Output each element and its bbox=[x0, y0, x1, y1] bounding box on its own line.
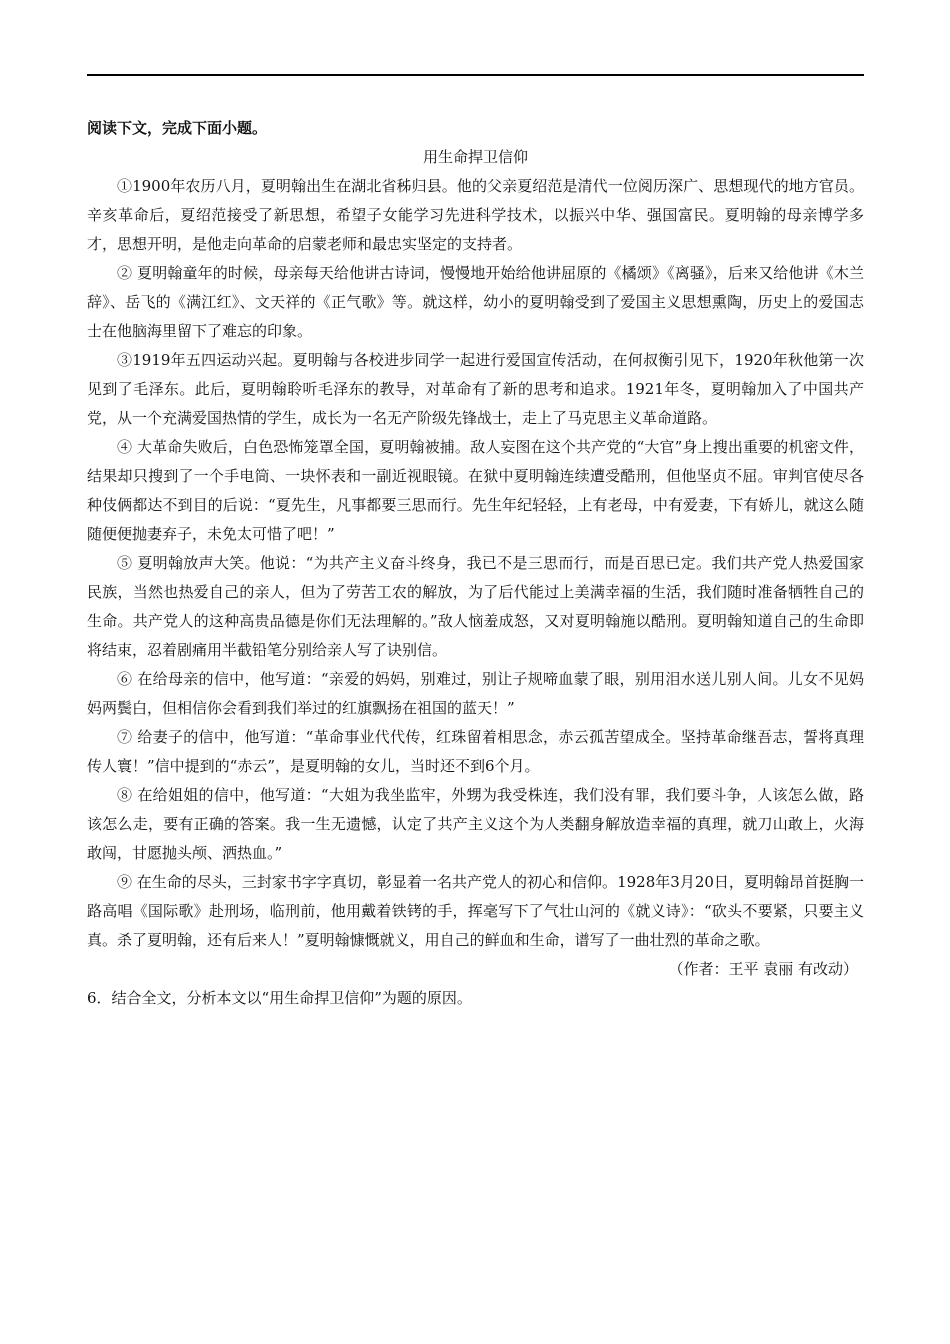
header-rule bbox=[87, 74, 864, 76]
document-content bbox=[87, 114, 864, 1013]
paragraph-4: ④ 大革命失败后，白色恐怖笼罩全国，夏明翰被捕。敌人妄图在这个共产党的“大官”身上搜出重要的机密文件，结果却只搜到了一个手电筒、一块怀表和一副近视眼镜。在狱中夏明翰连续遭受酷刑，但他坚贞不屈。审判官使尽各种伎俩都达不到目的后说：“夏先生，凡事都要三思而行。先生年纪轻轻，上有老母，中有爱妻，下有娇儿，就这么随随便便抛妻弃子，未免太可惜了吧！” bbox=[87, 438, 864, 543]
paragraph-6: ⑥ 在给母亲的信中，他写道：“亲爱的妈妈，别难过，别让子规啼血蒙了眼，别用泪水送儿别人间。儿女不见妈妈两鬓白，但相信你会看到我们举过的红旗飘扬在祖国的蓝天！” bbox=[87, 670, 864, 717]
paragraph-9: ⑨ 在生命的尽头，三封家书字字真切，彰显着一名共产党人的初心和信仰。1928年3月20日，夏明翰昂首挺胸一路高唱《国际歌》赴刑场，临刑前，他用戴着铁铐的手，挥毫写下了气壮山河的《就义诗》：“砍头不要紧，只要主义真。杀了夏明翰，还有后来人！”夏明翰慷慨就义，用自己的鲜血和生命，谱写了一曲壮烈的革命之歌。 bbox=[87, 873, 864, 949]
paragraph-8: ⑧ 在给姐姐的信中，他写道：“大姐为我坐监牢，外甥为我受株连，我们没有罪，我们要斗争，人该怎么做，路该怎么走，要有正确的答案。我一生无遗憾，认定了共产主义这个为人类翻身解放造幸福的真理，就刀山敢上，火海敢闯，甘愿抛头颅、洒热血。” bbox=[87, 786, 864, 862]
paragraph-5: ⑤ 夏明翰放声大笑。他说：“为共产主义奋斗终身，我已不是三思而行，而是百思已定。我们共产党人热爱国家民族，当然也热爱自己的亲人，但为了劳苦工农的解放，为了后代能过上美满幸福的生活，我们随时准备牺牲自己的生命。共产党人的这种高贵品德是你们无法理解的。”敌人恼羞成怒，又对夏明翰施以酷刑。夏明翰知道自己的生命即将结束，忍着剧痛用半截铅笔分别给亲人写了诀别信。 bbox=[87, 554, 864, 659]
question-6: 6．结合全文，分析本文以“用生命捍卫信仰”为题的原因。 bbox=[87, 989, 472, 1007]
paragraph-1: ①1900年农历八月，夏明翰出生在湖北省秭归县。他的父亲夏绍范是清代一位阅历深广、思想现代的地方官员。辛亥革命后，夏绍范接受了新思想，希望子女能学习先进科学技术，以振兴中华、强国富民。夏明翰的母亲博学多才，思想开明，是他走向革命的启蒙老师和最忠实坚定的支持者。 bbox=[87, 177, 864, 253]
reading-instruction: 阅读下文，完成下面小题。 bbox=[87, 119, 268, 137]
paragraph-3: ③1919年五四运动兴起。夏明翰与各校进步同学一起进行爱国宣传活动，在何叔衡引见下，1920年秋他第一次见到了毛泽东。此后，夏明翰聆听毛泽东的教导，对革命有了新的思考和追求。1921年冬，夏明翰加入了中国共产党，从一个充满爱国热情的学生，成长为一名无产阶级先锋战士，走上了马克思主义革命道路。 bbox=[87, 351, 864, 427]
author-attribution: （作者：王平 袁丽 有改动） bbox=[668, 960, 858, 978]
paragraph-2: ② 夏明翰童年的时候，母亲每天给他讲古诗词，慢慢地开始给他讲屈原的《橘颂》《离骚》，后来又给他讲《木兰辞》、岳飞的《满江红》、文天祥的《正气歌》等。就这样，幼小的夏明翰受到了爱国主义思想熏陶，历史上的爱国志士在他脑海里留下了难忘的印象。 bbox=[87, 264, 864, 340]
article-title: 用生命捍卫信仰 bbox=[422, 148, 528, 166]
paragraph-7: ⑦ 给妻子的信中，他写道：“革命事业代代传，红珠留着相思念，赤云孤苦望成全。坚持革命继吾志，誓将真理传人寰！”信中提到的“赤云”，是夏明翰的女儿，当时还不到6个月。 bbox=[87, 728, 864, 775]
